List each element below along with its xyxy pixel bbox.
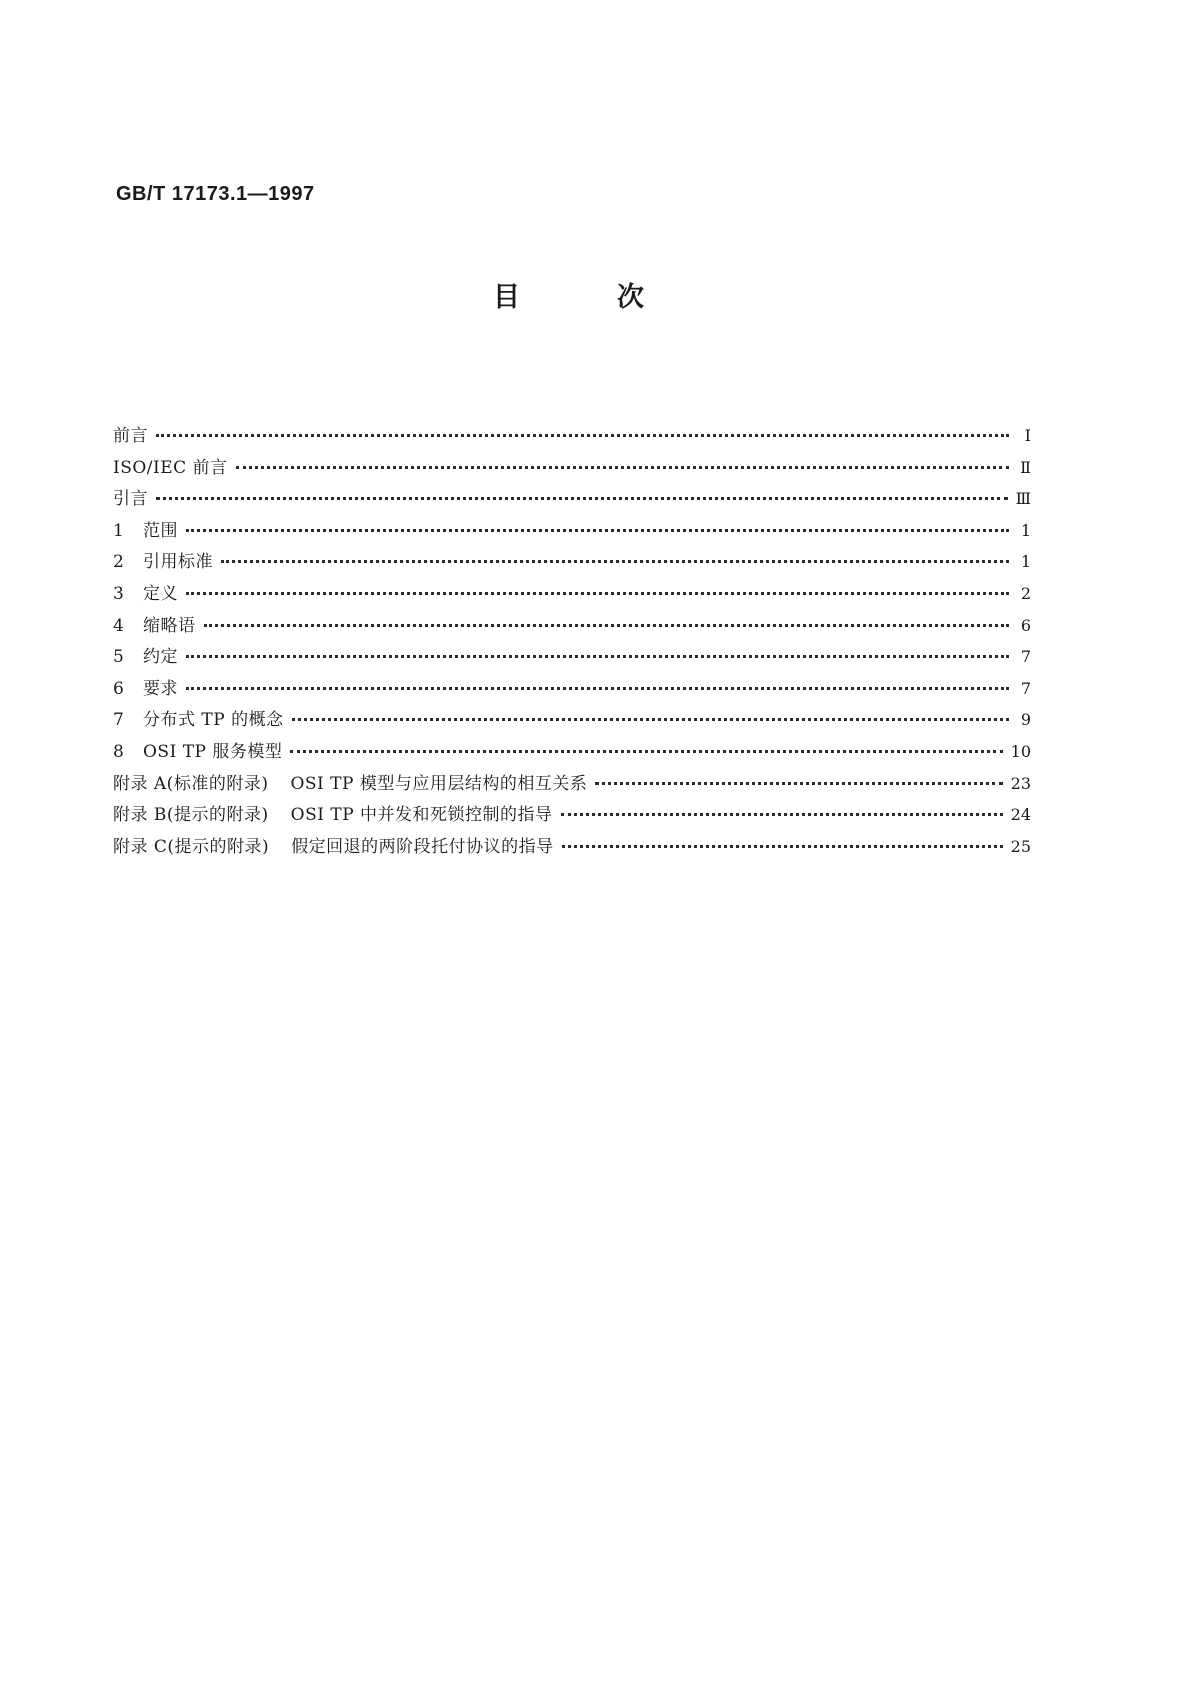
toc-entry-normative-references[interactable] xyxy=(113,546,1031,578)
toc-entry-number: 1 xyxy=(113,520,124,541)
toc-entry-introduction[interactable] xyxy=(113,483,1031,515)
toc-entry-label: 约定 xyxy=(143,647,178,668)
toc-entry-label: 引用标准 xyxy=(143,552,213,573)
annex-designation: 附录 B(提示的附录) xyxy=(113,805,269,826)
toc-entry-page: 7 xyxy=(1020,678,1031,698)
toc-entry-page: Ⅰ xyxy=(1024,426,1031,445)
toc-entry-number: 3 xyxy=(113,583,124,604)
toc-entry-label: ISO/IEC 前言 xyxy=(113,457,228,478)
toc-leader-dots xyxy=(595,781,1002,785)
toc-entry-label: 要求 xyxy=(143,678,178,699)
toc-entry-conventions[interactable] xyxy=(113,641,1031,673)
annex-title: OSI TP 中并发和死锁控制的指导 xyxy=(290,805,553,826)
toc-entry-page: 24 xyxy=(1010,805,1031,825)
toc-leader-dots xyxy=(292,717,1009,721)
annex-designation: 附录 A(标准的附录) xyxy=(113,773,269,794)
toc-entry-page: 2 xyxy=(1020,583,1031,603)
toc-entry-distributed-tp-concepts[interactable] xyxy=(113,704,1031,736)
toc-entry-page: 23 xyxy=(1010,773,1031,793)
annex-title: OSI TP 模型与应用层结构的相互关系 xyxy=(290,773,588,794)
toc-leader-dots xyxy=(290,749,1002,753)
toc-entry-number: 7 xyxy=(113,710,124,731)
toc-leader-dots xyxy=(156,496,1008,500)
toc-entry-label: 缩略语 xyxy=(143,615,196,636)
document-code: GB/T 17173.1—1997 xyxy=(116,183,315,205)
toc-entry-label: 前言 xyxy=(113,426,148,446)
table-of-contents xyxy=(113,420,1031,862)
toc-entry-page: 1 xyxy=(1020,520,1031,540)
toc-entry-page: Ⅲ xyxy=(1015,489,1031,509)
toc-entry-number: 5 xyxy=(113,647,124,668)
toc-title-right: 次 xyxy=(617,282,644,313)
toc-title-left: 目 xyxy=(493,282,520,313)
toc-entry-page: 9 xyxy=(1020,710,1031,730)
toc-entry-label xyxy=(113,769,587,801)
toc-leader-dots xyxy=(186,654,1009,658)
toc-entry-label: 定义 xyxy=(143,583,178,604)
toc-leader-dots xyxy=(562,844,1003,848)
toc-leader-dots xyxy=(204,623,1010,627)
toc-entry-annex-c[interactable] xyxy=(113,831,1031,863)
toc-leader-dots xyxy=(561,812,1003,816)
annex-title: 假定回退的两阶段托付协议的指导 xyxy=(291,836,554,857)
toc-entry-annex-a[interactable] xyxy=(113,768,1031,800)
toc-entry-label: 范围 xyxy=(143,520,178,541)
toc-leader-dots xyxy=(221,559,1009,563)
toc-entry-abbreviations[interactable] xyxy=(113,610,1031,642)
toc-entry-label: OSI TP 服务模型 xyxy=(143,741,283,762)
toc-entry-osi-tp-service-model[interactable] xyxy=(113,736,1031,768)
annex-designation: 附录 C(提示的附录) xyxy=(113,836,270,857)
toc-entry-number: 8 xyxy=(113,741,124,762)
toc-entry-scope[interactable] xyxy=(113,515,1031,547)
toc-entry-requirements[interactable] xyxy=(113,673,1031,705)
toc-entry-number: 4 xyxy=(113,615,124,636)
toc-entry-label xyxy=(113,832,554,864)
toc-leader-dots xyxy=(156,433,1009,437)
toc-entry-definitions[interactable] xyxy=(113,578,1031,610)
toc-entry-annex-b[interactable] xyxy=(113,799,1031,831)
toc-entry-page: 6 xyxy=(1020,615,1031,635)
toc-entry-page: Ⅱ xyxy=(1020,457,1031,477)
toc-entry-number: 6 xyxy=(113,678,124,699)
toc-entry-label: 分布式 TP 的概念 xyxy=(143,710,284,731)
toc-entry-label xyxy=(113,800,553,832)
toc-leader-dots xyxy=(186,528,1009,532)
toc-entry-page: 10 xyxy=(1010,741,1031,761)
toc-entry-page: 25 xyxy=(1010,836,1031,856)
toc-entry-page: 1 xyxy=(1020,552,1031,572)
toc-entry-number: 2 xyxy=(113,552,124,573)
toc-leader-dots xyxy=(186,686,1009,690)
toc-entry-iso-iec-foreword[interactable] xyxy=(113,452,1031,484)
toc-leader-dots xyxy=(236,465,1009,469)
toc-entry-foreword[interactable] xyxy=(113,420,1031,452)
toc-entry-page: 7 xyxy=(1020,647,1031,667)
toc-entry-label: 引言 xyxy=(113,489,148,510)
toc-leader-dots xyxy=(186,591,1009,595)
